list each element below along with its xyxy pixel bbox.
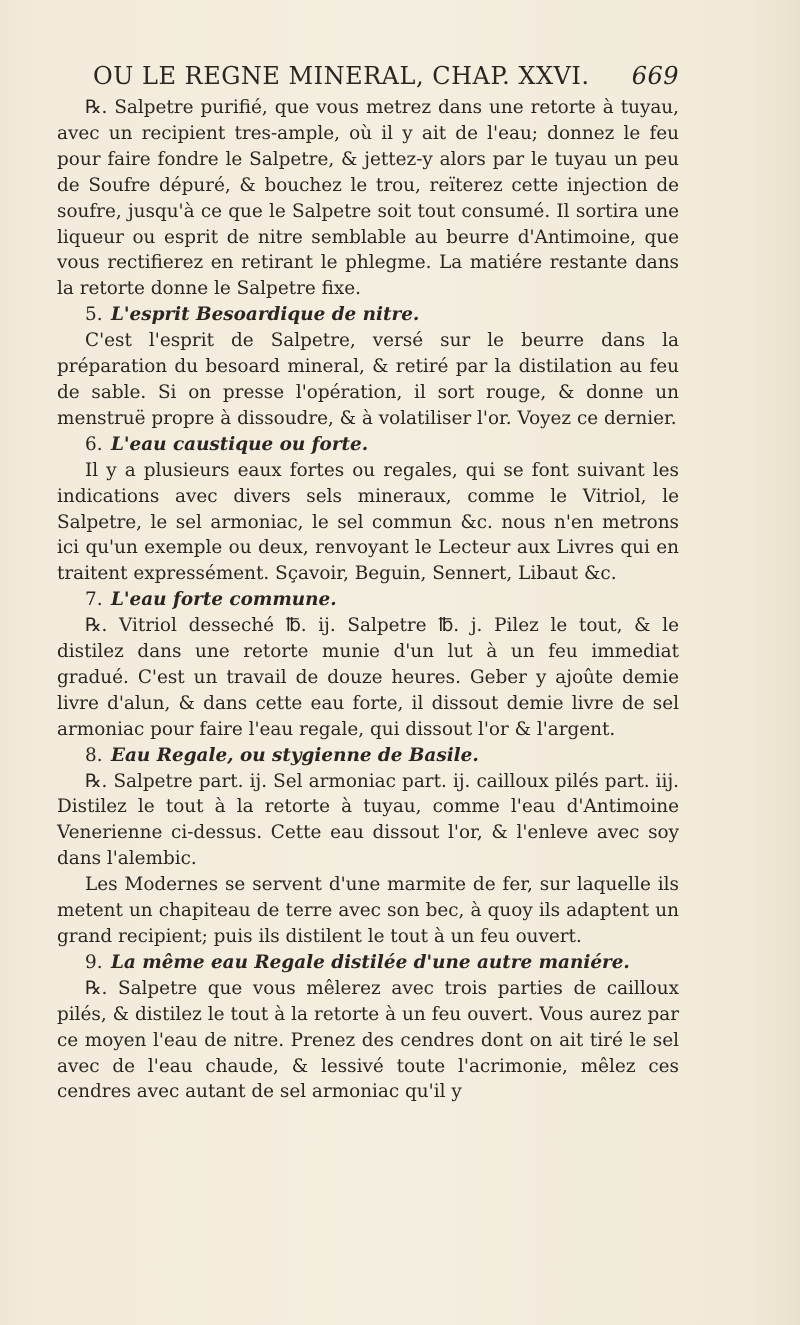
section-number: 5. [85,304,103,326]
running-header [57,58,679,94]
section-number: 9. [85,951,103,973]
page-text [57,58,679,1105]
paragraph: ℞. Salpetre part. ij. Sel armoniac part. ij. cailloux pilés part. iij. Distilez le tout à la retorte à tuyau, comme l'eau d'Antimoine Venerienne ci-dessus. Cette eau dissout l'or, & l'enleve avec soy dans l'alembic. [57,770,679,870]
section-title: Eau Regale, ou stygienne de Basile. [111,744,479,766]
section-heading [57,302,679,328]
running-title: OU LE REGNE MINERAL, CHAP. XXVI. [93,62,590,90]
section-title: L'eau forte commune. [111,589,337,611]
section-title: L'esprit Besoardique de nitre. [111,304,420,326]
paragraph: ℞. Salpetre purifié, que vous metrez dans une retorte à tuyau, avec un recipient tres-ample, où il y ait de l'eau; donnez le feu pour faire fondre le Salpetre, & jettez-y alors par le tuyau un peu de Soufre dépuré, & bouchez le trou, reïterez cette injection de soufre, jusqu'à ce que le Salpetre soit tout consumé. Il sortira une liqueur ou esprit de nitre semblable au beurre d'Antimoine, que vous rectifierez en retirant le phlegme. La matiére restante dans la retorte donne le Salpetre fixe. [57,97,679,300]
section-heading [57,432,679,458]
section-heading [57,743,679,769]
paragraph: C'est l'esprit de Salpetre, versé sur le beurre dans la préparation du besoard mineral, & retiré par la distilation au feu de sable. Si on presse l'opération, il sort rouge, & donne un menstruë propre à dissoudre, & à volatiliser l'or. Voyez ce dernier. [57,330,679,429]
section-title: La même eau Regale distilée d'une autre maniére. [111,951,630,973]
section-number: 8. [85,744,103,766]
section-number: 7. [85,589,103,611]
page-number: 669 [631,62,679,90]
section-title: L'eau caustique ou forte. [111,433,369,455]
section-heading [57,950,679,976]
paragraph: ℞. Salpetre que vous mêlerez avec trois parties de cailloux pilés, & distilez le tout à la retorte à un feu ouvert. Vous aurez par ce moyen l'eau de nitre. Prenez des cendres dont on ait tiré le sel avec de l'eau chaude, & lessivé toute l'acrimonie, mêlez ces cendres avec autant de sel armoniac qu'il y [57,977,679,1103]
paragraph: ℞. Vitriol desseché ℔. ij. Salpetre ℔. j. Pilez le tout, & le distilez dans une retorte munie d'un lut à un feu immediat gradué. C'est un travail de douze heures. Geber y ajoûte demie livre d'alun, & dans cette eau forte, il dissout demie livre de sel armoniac pour faire l'eau regale, qui dissout l'or & l'argent. [57,615,679,740]
paragraph: Il y a plusieurs eaux fortes ou regales, qui se font suivant les indications avec divers sels mineraux, comme le Vitriol, le Salpetre, le sel armoniac, le sel commun &c. nous n'en metrons ici qu'un exemple ou deux, renvoyant le Lecteur aux Livres qui en traitent expressément. Sçavoir, Beguin, Sennert, Libaut &c. [57,459,679,585]
section-number: 6. [85,433,103,455]
paragraph: Les Modernes se servent d'une marmite de fer, sur laquelle ils metent un chapiteau de terre avec son bec, à quoy ils adaptent un grand recipient; puis ils distilent le tout à un feu ouvert. [57,874,679,947]
section-heading [57,587,679,613]
